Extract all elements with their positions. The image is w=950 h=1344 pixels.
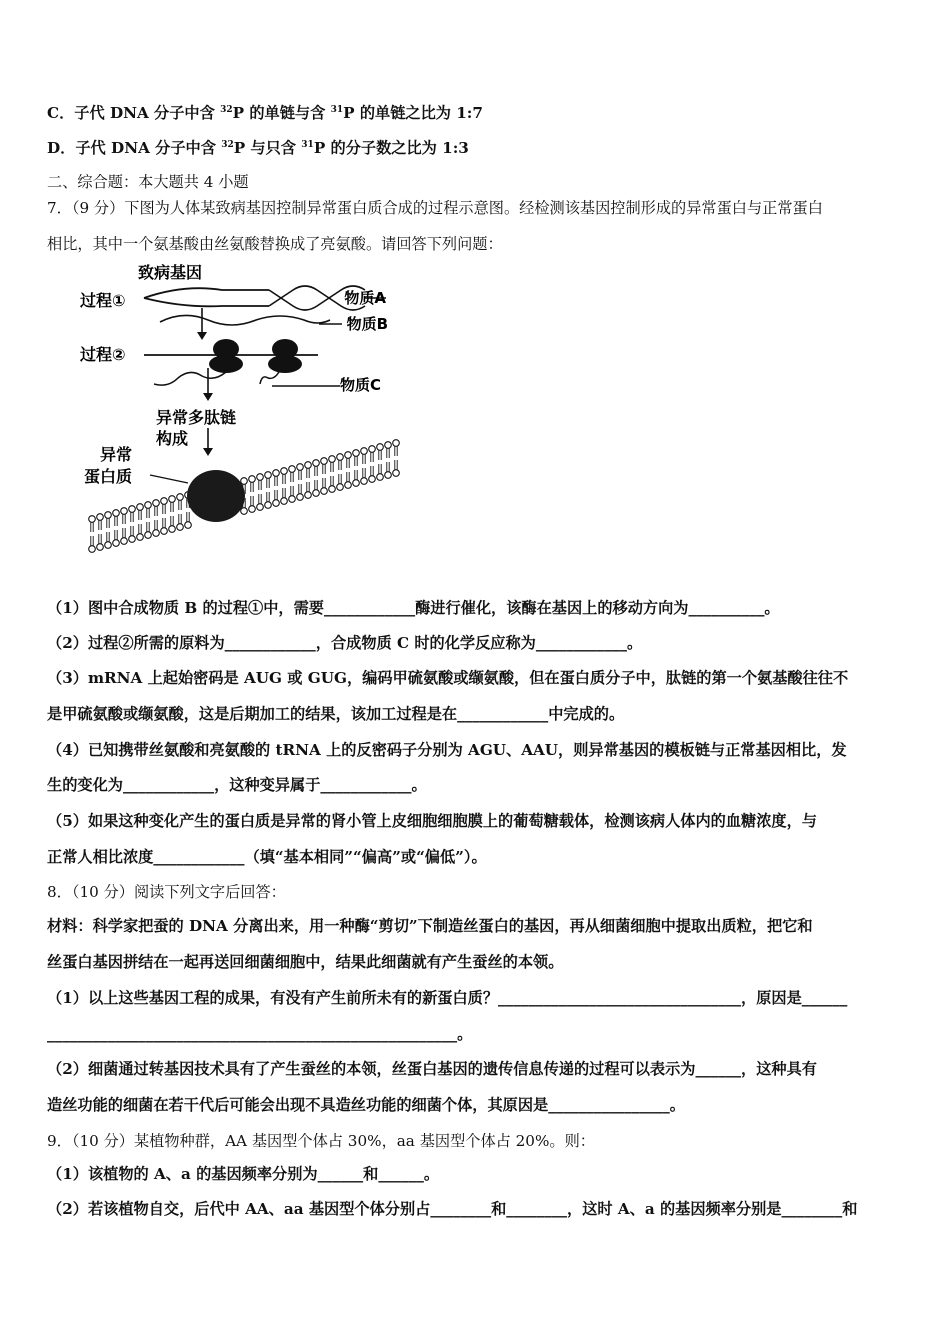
q9-sub1: （1）该植物的 A、a 的基因频率分别为______和______。: [47, 1165, 440, 1183]
q8-stem: 8．（10 分）阅读下列文字后回答：: [47, 883, 286, 901]
label-process-1: 过程①: [80, 291, 126, 310]
label-abnormal-peptide: 异常多肽链: [156, 408, 237, 427]
q7-sub1: （1）图中合成物质 B 的过程①中，需要____________酶进行催化，该酶在基因上的移动方向为__________。: [47, 599, 780, 617]
label-substance-c: 物质C: [340, 376, 382, 394]
q9-stem: 9．（10 分）某植物种群，AA 基因型个体占 30%，aa 基因型个体占 20%。则：: [47, 1132, 595, 1150]
label-substance-b: 物质B: [346, 315, 388, 333]
q8-sub2-line1: （2）细菌通过转基因技术具有了产生蚕丝的本领，丝蛋白基因的遗传信息传递的过程可以表示为______，这种具有: [47, 1060, 817, 1078]
label-process-2: 过程②: [80, 345, 126, 364]
q7-sub5-line1: （5）如果这种变化产生的蛋白质是异常的肾小管上皮细胞细胞膜上的葡萄糖载体，检测该病人体内的血糖浓度，与: [47, 812, 817, 830]
q7-sub4-line1: （4）已知携带丝氨酸和亮氨酸的 tRNA 上的反密码子分别为 AGU、AAU，则异常基因的模板链与正常基因相比，发: [47, 741, 847, 759]
q8-material-line2: 丝蛋白基因拼结在一起再送回细菌细胞中，结果此细菌就有产生蚕丝的本领。: [47, 953, 564, 971]
q8-sub2-line2: 造丝功能的细菌在若干代后可能会出现不具造丝功能的细菌个体，其原因是________________。: [47, 1096, 685, 1114]
abnormal-protein-shape: [187, 470, 245, 522]
q8-material-line1: 材料：科学家把蚕的 DNA 分离出来，用一种酶“剪切”下制造丝蛋白的基因，再从细菌细胞中提取出质粒，把它和: [47, 917, 813, 935]
label-abnormal: 异常: [100, 445, 133, 464]
label-forms: 构成: [156, 429, 189, 448]
q7-stem-line1: 7．（9 分）下图为人体某致病基因控制异常蛋白质合成的过程示意图。经检测该基因控制形成的异常蛋白与正常蛋白: [47, 199, 823, 217]
label-substance-a: 物质A: [344, 289, 386, 307]
q7-sub3-line1: （3）mRNA 上起始密码是 AUG 或 GUG，编码甲硫氨酸或缬氨酸，但在蛋白质分子中，肽链的第一个氨基酸往往不: [47, 669, 849, 687]
q8-sub1-line1: （1）以上这些基因工程的成果，有没有产生前所未有的新蛋白质？________________________________，原因是______: [47, 989, 848, 1007]
q7-stem-line2: 相比，其中一个氨基酸由丝氨酸替换成了亮氨酸。请回答下列问题：: [47, 235, 503, 253]
q7-sub5-line2: 正常人相比浓度____________（填“基本相同”“偏高”或“偏低”）。: [47, 848, 487, 866]
membrane-lower-leaflet: [89, 460, 400, 552]
membrane-upper-leaflet: [89, 440, 400, 532]
q7-sub3-line2: 是甲硫氨酸或缬氨酸，这是后期加工的结果，该加工过程是在____________中完成的。: [47, 705, 625, 723]
label-gene: 致病基因: [138, 263, 203, 282]
label-protein: 蛋白质: [84, 467, 133, 486]
q8-sub1-line2: ______________________________________________________。: [47, 1025, 473, 1043]
q7-sub4-line2: 生的变化为____________，这种变异属于____________。: [47, 776, 427, 794]
option-c: C．子代 DNA 分子中含 $^{32}$P 的单链与含 $^{31}$P 的单链之比为 1:7: [47, 104, 483, 122]
option-d: D．子代 DNA 分子中含 $^{32}$P 与只含 $^{31}$P 的分子数之比为 1:3: [47, 139, 469, 157]
q9-sub2: （2）若该植物自交，后代中 AA、aa 基因型个体分别占________和________，这时 A、a 的基因频率分别是________和: [47, 1200, 858, 1218]
gene-expression-figure: [74, 262, 404, 570]
q7-sub2: （2）过程②所需的原料为____________，合成物质 C 时的化学反应称为____________。: [47, 634, 643, 652]
section-heading: 二、综合题：本大题共 4 小题: [47, 173, 249, 191]
